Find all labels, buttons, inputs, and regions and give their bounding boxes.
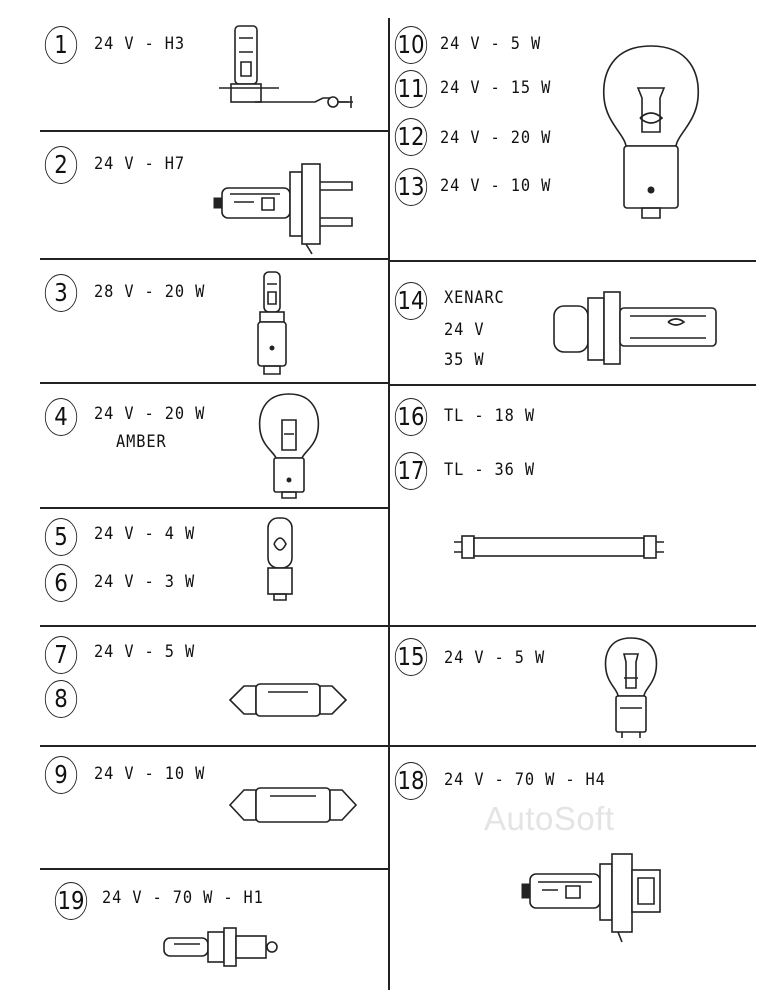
divider: [40, 507, 388, 509]
divider: [40, 625, 388, 627]
item-label-17: TL - 36 W: [444, 460, 536, 480]
item-label-18: 24 V - 70 W - H4: [444, 770, 606, 790]
item-number-1: 1: [45, 26, 77, 64]
item-sublabel-4: AMBER: [116, 432, 167, 452]
t20w-bulb-icon: [250, 268, 294, 380]
h7-bulb-icon: [210, 158, 370, 256]
item-number-7: 7: [45, 636, 77, 674]
item-number-19: 19: [55, 882, 87, 920]
divider: [40, 868, 388, 870]
item-label-11: 24 V - 15 W: [440, 78, 552, 98]
watermark: AutoSoft: [484, 800, 615, 837]
item-voltage-14: 24 V: [444, 320, 485, 340]
item-label-5: 24 V - 4 W: [94, 524, 196, 544]
item-number-13: 13: [395, 168, 427, 206]
item-number-15: 15: [395, 638, 427, 676]
item-number-3: 3: [45, 274, 77, 312]
divider: [40, 382, 388, 384]
item-number-9: 9: [45, 756, 77, 794]
center-divider: [388, 18, 390, 990]
fluorescent-tube-icon: [452, 530, 666, 564]
item-label-9: 24 V - 10 W: [94, 764, 206, 784]
p21w-amber-bulb-icon: [254, 390, 324, 502]
p21w-bulb-icon: [598, 42, 704, 222]
item-label-12: 24 V - 20 W: [440, 128, 552, 148]
item-number-8: 8: [45, 680, 77, 718]
item-label-19: 24 V - 70 W - H1: [102, 888, 264, 908]
item-number-14: 14: [395, 282, 427, 320]
item-label-7: 24 V - 5 W: [94, 642, 196, 662]
divider: [40, 745, 388, 747]
item-wattage-14: 35 W: [444, 350, 485, 370]
h4-bulb-icon: [520, 850, 670, 946]
t4w-bulb-icon: [260, 514, 300, 604]
item-number-12: 12: [395, 118, 427, 156]
item-label-3: 28 V - 20 W: [94, 282, 206, 302]
item-label-15: 24 V - 5 W: [444, 648, 546, 668]
item-label-4: 24 V - 20 W: [94, 404, 206, 424]
divider: [390, 384, 756, 386]
item-number-4: 4: [45, 398, 77, 436]
item-number-17: 17: [395, 452, 427, 490]
item-label-16: TL - 18 W: [444, 406, 536, 426]
h1-bulb-icon: [160, 924, 284, 968]
divider: [40, 130, 388, 132]
item-label-13: 24 V - 10 W: [440, 176, 552, 196]
item-number-2: 2: [45, 146, 77, 184]
item-number-16: 16: [395, 398, 427, 436]
divider: [390, 625, 756, 627]
item-label-1: 24 V - H3: [94, 34, 186, 54]
divider: [390, 260, 756, 262]
divider: [40, 258, 388, 260]
item-number-5: 5: [45, 518, 77, 556]
item-number-10: 10: [395, 26, 427, 64]
divider: [390, 745, 756, 747]
item-label-2: 24 V - H7: [94, 154, 186, 174]
h3-bulb-icon: [215, 22, 365, 122]
festoon-bulb-icon: [226, 678, 350, 722]
p5w-bulb-icon: [600, 634, 662, 742]
item-number-6: 6: [45, 564, 77, 602]
item-label-6: 24 V - 3 W: [94, 572, 196, 592]
item-number-11: 11: [395, 70, 427, 108]
item-label-10: 24 V - 5 W: [440, 34, 542, 54]
xenon-bulb-icon: [550, 286, 726, 370]
festoon-10w-bulb-icon: [226, 782, 360, 828]
item-label-14: XENARC: [444, 288, 505, 308]
item-number-18: 18: [395, 762, 427, 800]
